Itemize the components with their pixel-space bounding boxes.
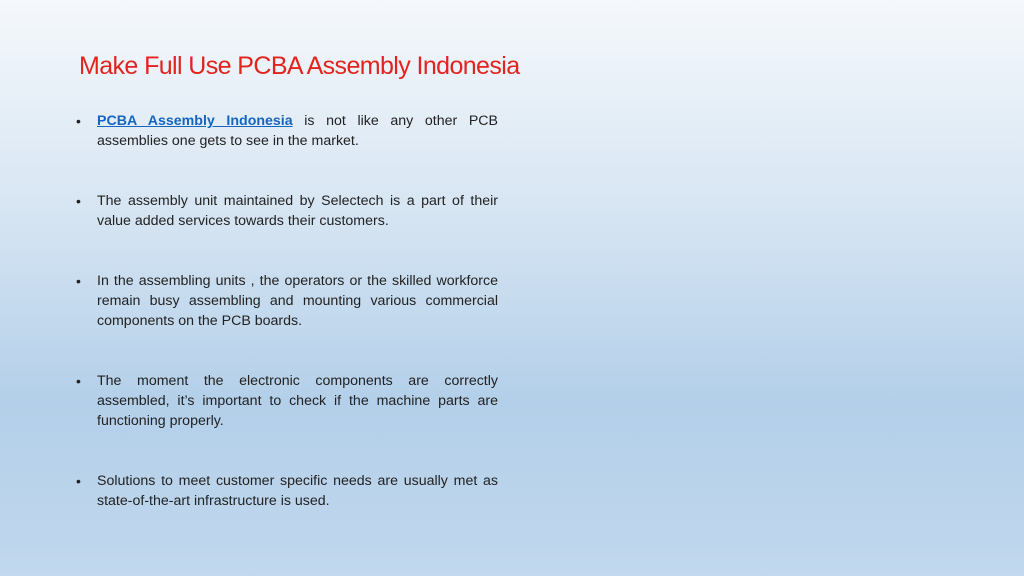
pcba-assembly-link[interactable]: PCBA Assembly Indonesia xyxy=(97,113,293,129)
bullet-text: In the assembling units , the operators or the skilled workforce remain busy assembling and mounting various commercial components on the PCB boards. xyxy=(97,273,498,329)
bullet-dot-icon: • xyxy=(76,193,81,209)
bullet-text: Solutions to meet customer specific needs are usually met as state-of-the-art infrastructure is used. xyxy=(97,473,498,509)
bullet-list xyxy=(72,111,498,511)
bullet-text: The moment the electronic components are correctly assembled, it’s important to check if the machine parts are functioning properly. xyxy=(97,373,498,429)
bullet-item xyxy=(72,111,498,151)
bullet-item xyxy=(72,191,498,231)
bullet-dot-icon: • xyxy=(76,373,81,389)
bullet-item xyxy=(72,371,498,431)
bullet-item xyxy=(72,271,498,331)
bullet-dot-icon: • xyxy=(76,113,81,129)
slide-title: Make Full Use PCBA Assembly Indonesia xyxy=(79,52,520,80)
bullet-text: is not like any other PCB assemblies one gets to see in the market. xyxy=(97,113,498,149)
bullet-dot-icon: • xyxy=(76,473,81,489)
bullet-item xyxy=(72,471,498,511)
bullet-dot-icon: • xyxy=(76,273,81,289)
bullet-text: The assembly unit maintained by Selectech is a part of their value added services towards their customers. xyxy=(97,193,498,229)
